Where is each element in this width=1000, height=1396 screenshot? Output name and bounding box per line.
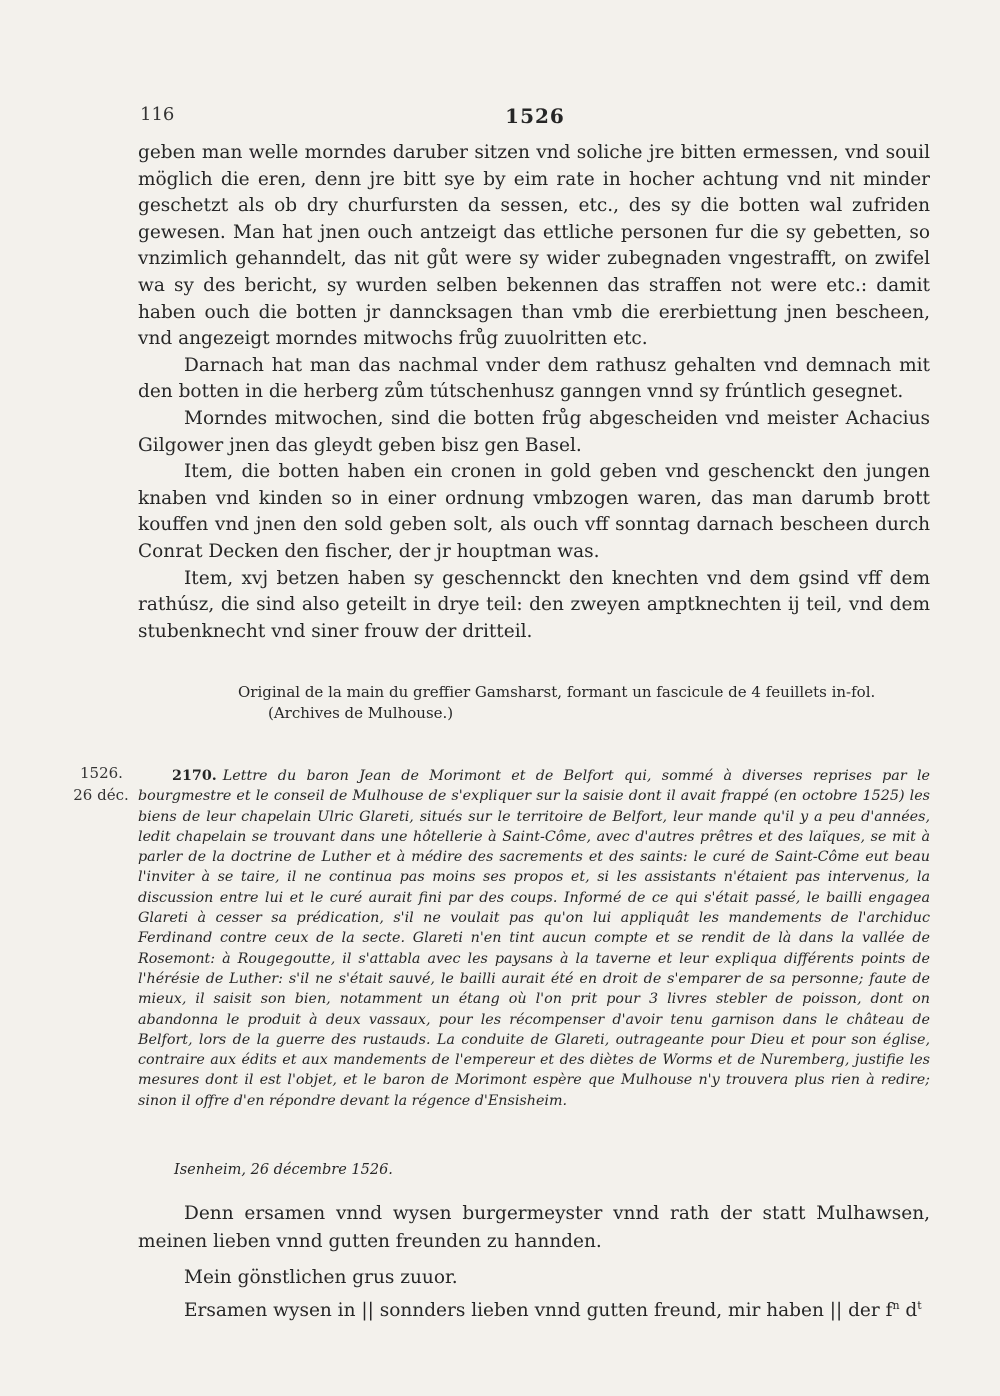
superscript: n (892, 1299, 900, 1312)
source-note-archive: (Archives de Mulhouse.) (268, 704, 454, 722)
margin-day: 26 déc. (73, 786, 129, 804)
page-header (140, 104, 930, 134)
body-paragraph: Morndes mitwochen, sind die botten frůg abgescheiden vnd meister Achacius Gilgower jnen das gleydt geben bisz gen Basel. (138, 407, 930, 456)
letter-opening (138, 1292, 930, 1325)
superscript: t (917, 1299, 922, 1312)
source-note-line: Original de la main du greffier Gamsharst, formant un fascicule de 4 feuillets in-fol. (238, 683, 876, 701)
letter-opening-text: Ersamen wysen in || sonnders lieben vnnd gutten freund, mir haben || der f (184, 1300, 893, 1322)
place-date: Isenheim, 26 décembre 1526. (174, 1162, 393, 1178)
running-head-year: 1526 (505, 104, 565, 128)
body-paragraph: Item, xvj betzen haben sy geschennckt den knechten vnd dem gsind vff dem rathúsz, die sind also geteilt in drye teil: den zweyen amptknechten ij teil, vnd dem stubenknecht vnd siner frouw der dritteil. (138, 567, 930, 642)
page-number: 116 (140, 104, 175, 125)
source-note (238, 682, 938, 724)
body-text (138, 140, 930, 645)
margin-date (66, 762, 136, 806)
letter-text (138, 1200, 930, 1325)
document-regest (138, 766, 930, 1111)
letter-opening-mid: d (899, 1300, 918, 1322)
margin-year: 1526. (80, 764, 123, 782)
regest-summary: Lettre du baron Jean de Morimont et de Belfort qui, sommé à diverses reprises par le bourgmestre et le conseil de Mulhouse de s'expliquer sur la saisie dont il avait frappé (en octobre 1525) les biens de leur chapelain Ulric Glareti, situés sur le territoire de Belfort, leur mande qu'il y a peu d'années, ledit chapelain se trouvant dans une hôtellerie à Saint-Côme, avec d'autres prêtres et des laïques, se mit à parler de la doctrine de Luther et à médire des sacrements et des saints: le curé de Saint-Côme eut beau l'inviter à se taire, il ne continua pas moins ses propos et, si les assistants n'étaient pas intervenus, la discussion entre lui et le curé aurait fini par des coups. Informé de ce qui s'était passé, le bailli engagea Glareti à cesser sa prédication, s'il ne voulait pas qu'on lui appliquât les mandements de l'archiduc Ferdinand contre ceux de la secte. Glareti n'en tint aucun compte et se rendit de là dans la vallée de Rosemont: à Rougegoutte, il s'attabla avec les paysans à la taverne et leur expliqua différents points de l'hérésie de Luther: s'il ne s'était sauvé, le bailli aurait été en droit de s'emparer de sa personne; faute de mieux, il saisit son bien, notamment un étang où l'on prit pour 3 livres stebler de poisson, dont on abandonna le produit à deux vassaux, pour les récompenser d'avoir tenu garnison dans le château de Belfort, lors de la guerre des rustauds. La conduite de Glareti, outrageante pour Dieu et pour son église, contraire aux édits et aux mandements de l'empereur et des diètes de Worms et de Nuremberg, justifie les mesures dont il est l'objet, et le baron de Morimont espère que Mulhouse n'y trouvera plus rien à redire; sinon il offre d'en répondre devant la régence d'Ensisheim. (138, 768, 930, 1109)
letter-greeting: Mein gönstlichen grus zuuor. (184, 1267, 458, 1288)
body-paragraph: geben man welle morndes daruber sitzen vnd soliche jre bitten ermessen, vnd souil möglich die eren, denn jre bitt sye by eim rate in hocher achtung vnd nit minder geschetzt als ob dry churfursten da sessen, etc., des sy die botten wal zufriden gewesen. Man hat jnen ouch antzeigt das ettliche personen fur die sy gebetten, so vnzimlich gehanndelt, das nit gůt were sy wider zubegnaden vngestrafft, on zwifel wa sy des bericht, sy wurden selben bekennen das straffen not were etc.: damit haben ouch die botten jr danncksagen than vmb die ererbiettung jnen bescheen, vnd angezeigt morndes mitwochs frůg zuuolritten etc. (138, 142, 930, 350)
body-paragraph: Item, die botten haben ein cronen in gold geben vnd geschenckt den jungen knaben vnd kinden so in einer ordnung vmbzogen waren, das man darumb brott kouffen vnd jnen den sold geben solt, als ouch vff sonntag darnach bescheen durch Conrat Decken den fischer, der jr houptman was. (138, 461, 930, 562)
body-paragraph: Darnach hat man das nachmal vnder dem rathusz gehalten vnd demnach mit den botten in die herberg zům tútschenhusz ganngen vnnd sy frúntlich gesegnet. (138, 354, 930, 403)
letter-address: Denn ersamen vnnd wysen burgermeyster vnnd rath der statt Mulhawsen, meinen lieben vnnd gutten freunden zu hannden. (138, 1203, 930, 1252)
document-number: 2170. (172, 768, 217, 784)
regest-paragraph (138, 766, 930, 1111)
